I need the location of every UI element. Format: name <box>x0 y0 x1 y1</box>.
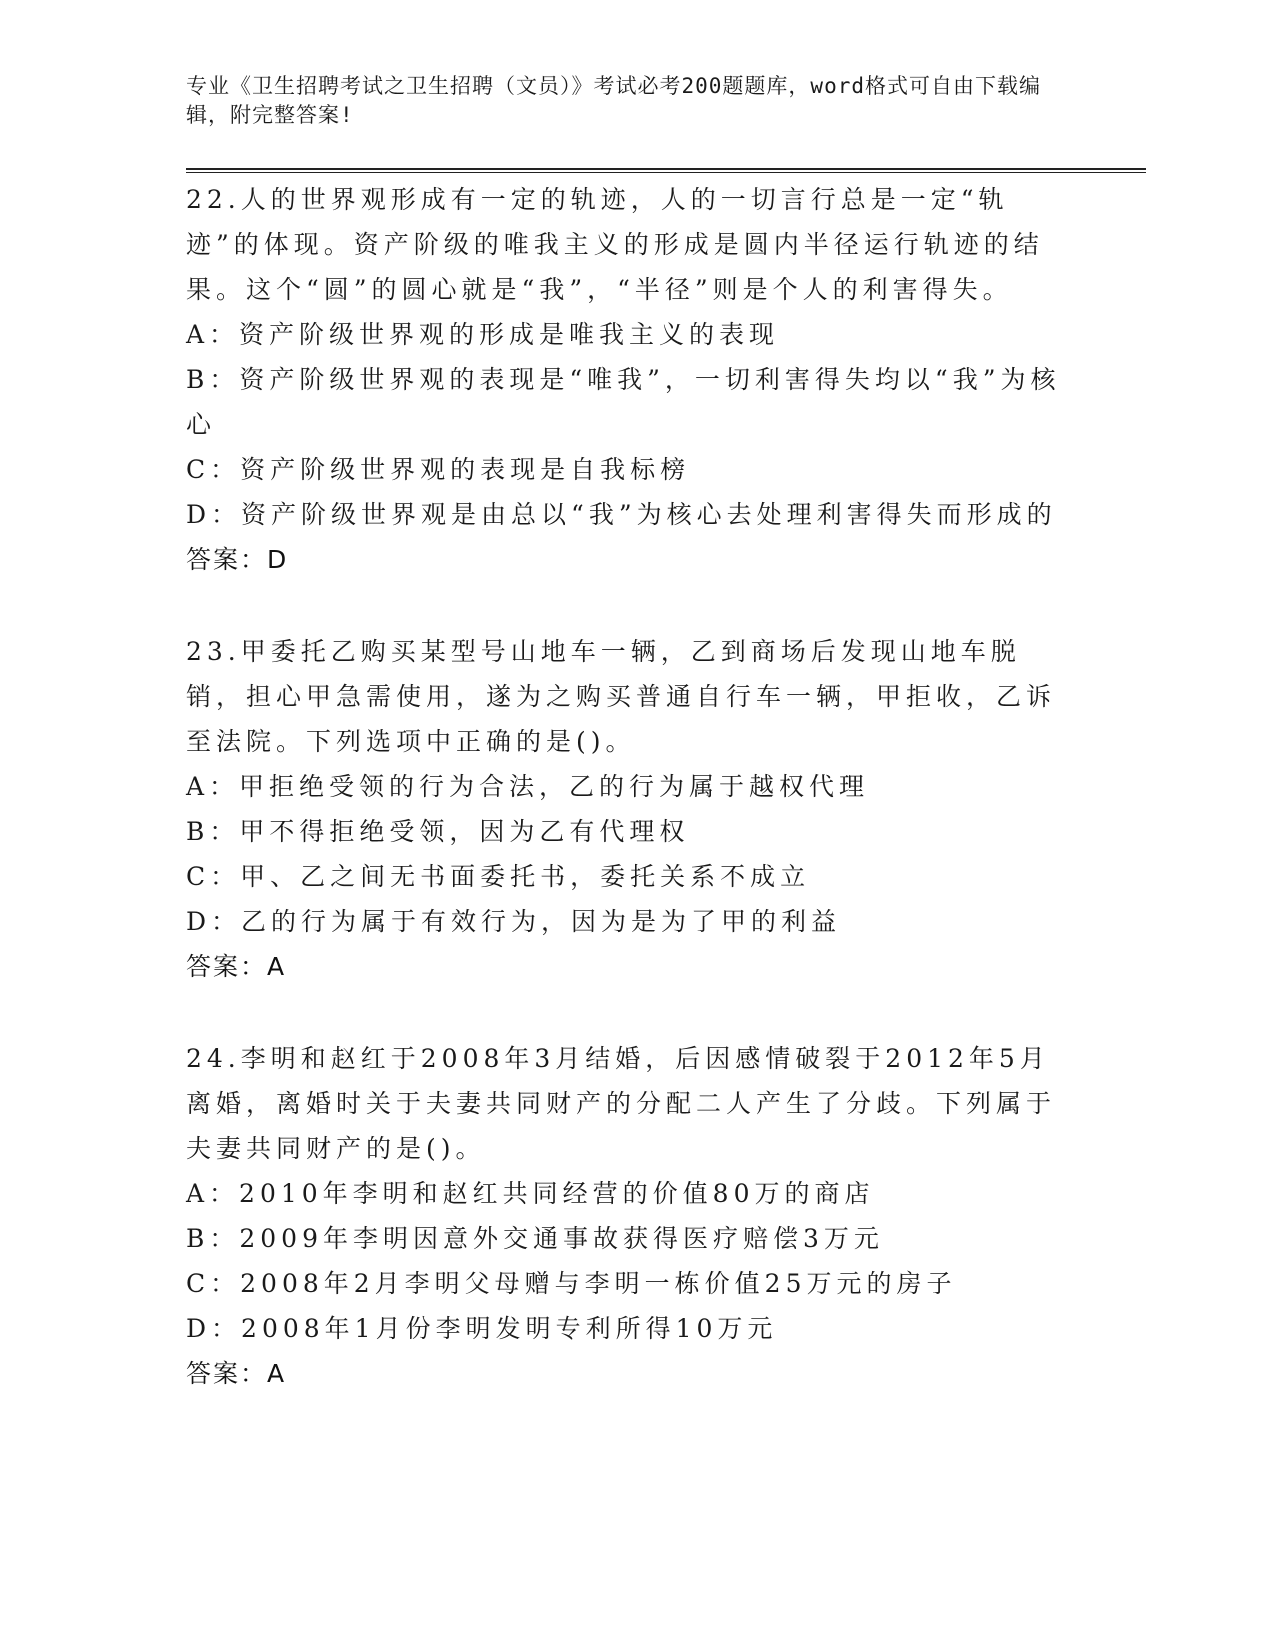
document-page <box>186 72 1146 1396</box>
question-stem: 24.李明和赵红于2008年3月结婚，后因感情破裂于2012年5月离婚，离婚时关于夫妻共同财产的分配二人产生了分歧。下列属于夫妻共同财产的是()。 <box>186 1044 1057 1163</box>
document-header: 专业《卫生招聘考试之卫生招聘（文员）》考试必考200题题库，word格式可自由下载编辑，附完整答案! <box>186 74 1041 127</box>
option-d: D：乙的行为属于有效行为，因为是为了甲的利益 <box>186 907 842 936</box>
header-divider <box>186 168 1146 173</box>
option-c: C：资产阶级世界观的表现是自我标榜 <box>186 455 691 484</box>
answer-label: 答案：D <box>186 545 289 574</box>
answer-label: 答案：A <box>186 952 287 981</box>
option-c: C：甲、乙之间无书面委托书，委托关系不成立 <box>186 862 811 891</box>
option-b: B：甲不得拒绝受领，因为乙有代理权 <box>186 817 690 846</box>
question-24 <box>186 1036 1066 1396</box>
question-stem: 22.人的世界观形成有一定的轨迹，人的一切言行总是一定“轨迹”的体现。资产阶级的唯我主义的形成是圆内半径运行轨迹的结果。这个“圆”的圆心就是“我”，“半径”则是个人的利害得失。 <box>186 185 1044 304</box>
question-23 <box>186 629 1066 989</box>
option-a: A：资产阶级世界观的形成是唯我主义的表现 <box>186 320 780 349</box>
option-b: B：2009年李明因意外交通事故获得医疗赔偿3万元 <box>186 1224 884 1253</box>
option-a: A：甲拒绝受领的行为合法，乙的行为属于越权代理 <box>186 772 870 801</box>
option-a: A：2010年李明和赵红共同经营的价值80万的商店 <box>186 1179 875 1208</box>
question-stem: 23.甲委托乙购买某型号山地车一辆，乙到商场后发现山地车脱销，担心甲急需使用，遂为之购买普通自行车一辆，甲拒收，乙诉至法院。下列选项中正确的是()。 <box>186 637 1057 756</box>
answer-label: 答案：A <box>186 1359 287 1388</box>
option-d: D：2008年1月份李明发明专利所得10万元 <box>186 1314 778 1343</box>
question-22 <box>186 177 1066 582</box>
option-c: C：2008年2月李明父母赠与李明一栋价值25万元的房子 <box>186 1269 957 1298</box>
option-b: B：资产阶级世界观的表现是“唯我”，一切利害得失均以“我”为核心 <box>186 365 1061 439</box>
option-d: D：资产阶级世界观是由总以“我”为核心去处理利害得失而形成的 <box>186 500 1057 529</box>
